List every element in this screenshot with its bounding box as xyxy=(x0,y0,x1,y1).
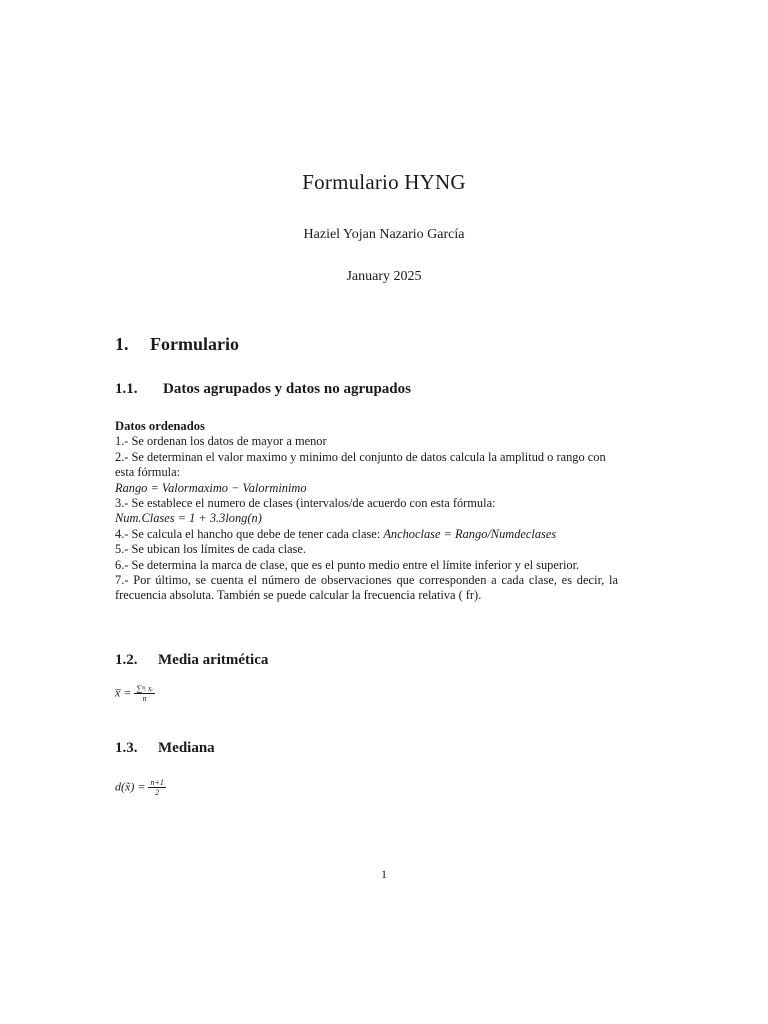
fraction-denominator: 2 xyxy=(155,788,160,797)
fraction xyxy=(134,684,154,703)
formula-rango: Rango = Valormaximo − Valorminimo xyxy=(115,480,307,495)
step-4 xyxy=(115,527,655,542)
document-author: Haziel Yojan Nazario García xyxy=(303,227,465,242)
subsection-number: 1.1. xyxy=(115,381,138,397)
step-7: 7.- Por último, se cuenta el número de observaciones que corresponden a cada clase, es decir, la xyxy=(115,573,619,588)
step-1: 1.- Se ordenan los datos de mayor a menor xyxy=(115,434,327,449)
datos-ordenados-block xyxy=(115,419,655,604)
step-7-continued: frecuencia absoluta. También se puede calcular la frecuencia relativa ( fr). xyxy=(115,588,482,603)
section-number: 1. xyxy=(115,334,129,354)
page-number: 1 xyxy=(381,867,387,881)
subsection-heading-mediana xyxy=(115,740,215,757)
fraction-denominator: n xyxy=(142,694,147,703)
subsection-number: 1.3. xyxy=(115,740,138,756)
formula-ancho-clase: Anchoclase = Rango/Numdeclases xyxy=(383,526,557,541)
formula-lhs: x̅ = xyxy=(115,685,132,700)
subsection-title: Datos agrupados y datos no agrupados xyxy=(163,381,411,397)
step-2: 2.- Se determinan el valor maximo y minimo del conjunto de datos calcula la amplitud o rango con xyxy=(115,449,606,464)
subsection-heading-datos xyxy=(115,381,411,398)
step-6: 6.- Se determina la marca de clase, que es el punto medio entre el límite inferior y el superior. xyxy=(115,557,580,572)
fraction xyxy=(148,778,165,797)
subsection-number: 1.2. xyxy=(115,652,138,668)
formula-num-clases: Num.Clases = 1 + 3.3long(n) xyxy=(115,511,262,526)
subsection-title: Media aritmética xyxy=(158,652,269,668)
step-4-text: 4.- Se calcula el hancho que debe de tener cada clase: xyxy=(115,526,381,541)
subsection-heading-media xyxy=(115,652,268,669)
subsection-title: Mediana xyxy=(158,740,215,756)
formula-media xyxy=(115,684,155,703)
document-date: January 2025 xyxy=(346,269,422,284)
step-2-continued: esta fórmula: xyxy=(115,465,181,480)
formula-lhs: d(x̃) = xyxy=(115,779,146,794)
document-title: Formulario HYNG xyxy=(302,170,466,194)
section-title: Formulario xyxy=(150,334,239,354)
fraction-numerator: n+1 xyxy=(150,778,164,787)
paragraph-title: Datos ordenados xyxy=(115,419,205,433)
step-5: 5.- Se ubican los límites de cada clase. xyxy=(115,542,306,557)
section-heading-formulario xyxy=(115,334,239,355)
fraction-numerator: ∑ⁿᵢ xᵢ xyxy=(136,684,153,693)
step-3: 3.- Se establece el numero de clases (intervalos/de acuerdo con esta fórmula: xyxy=(115,496,496,511)
formula-mediana xyxy=(115,778,166,797)
